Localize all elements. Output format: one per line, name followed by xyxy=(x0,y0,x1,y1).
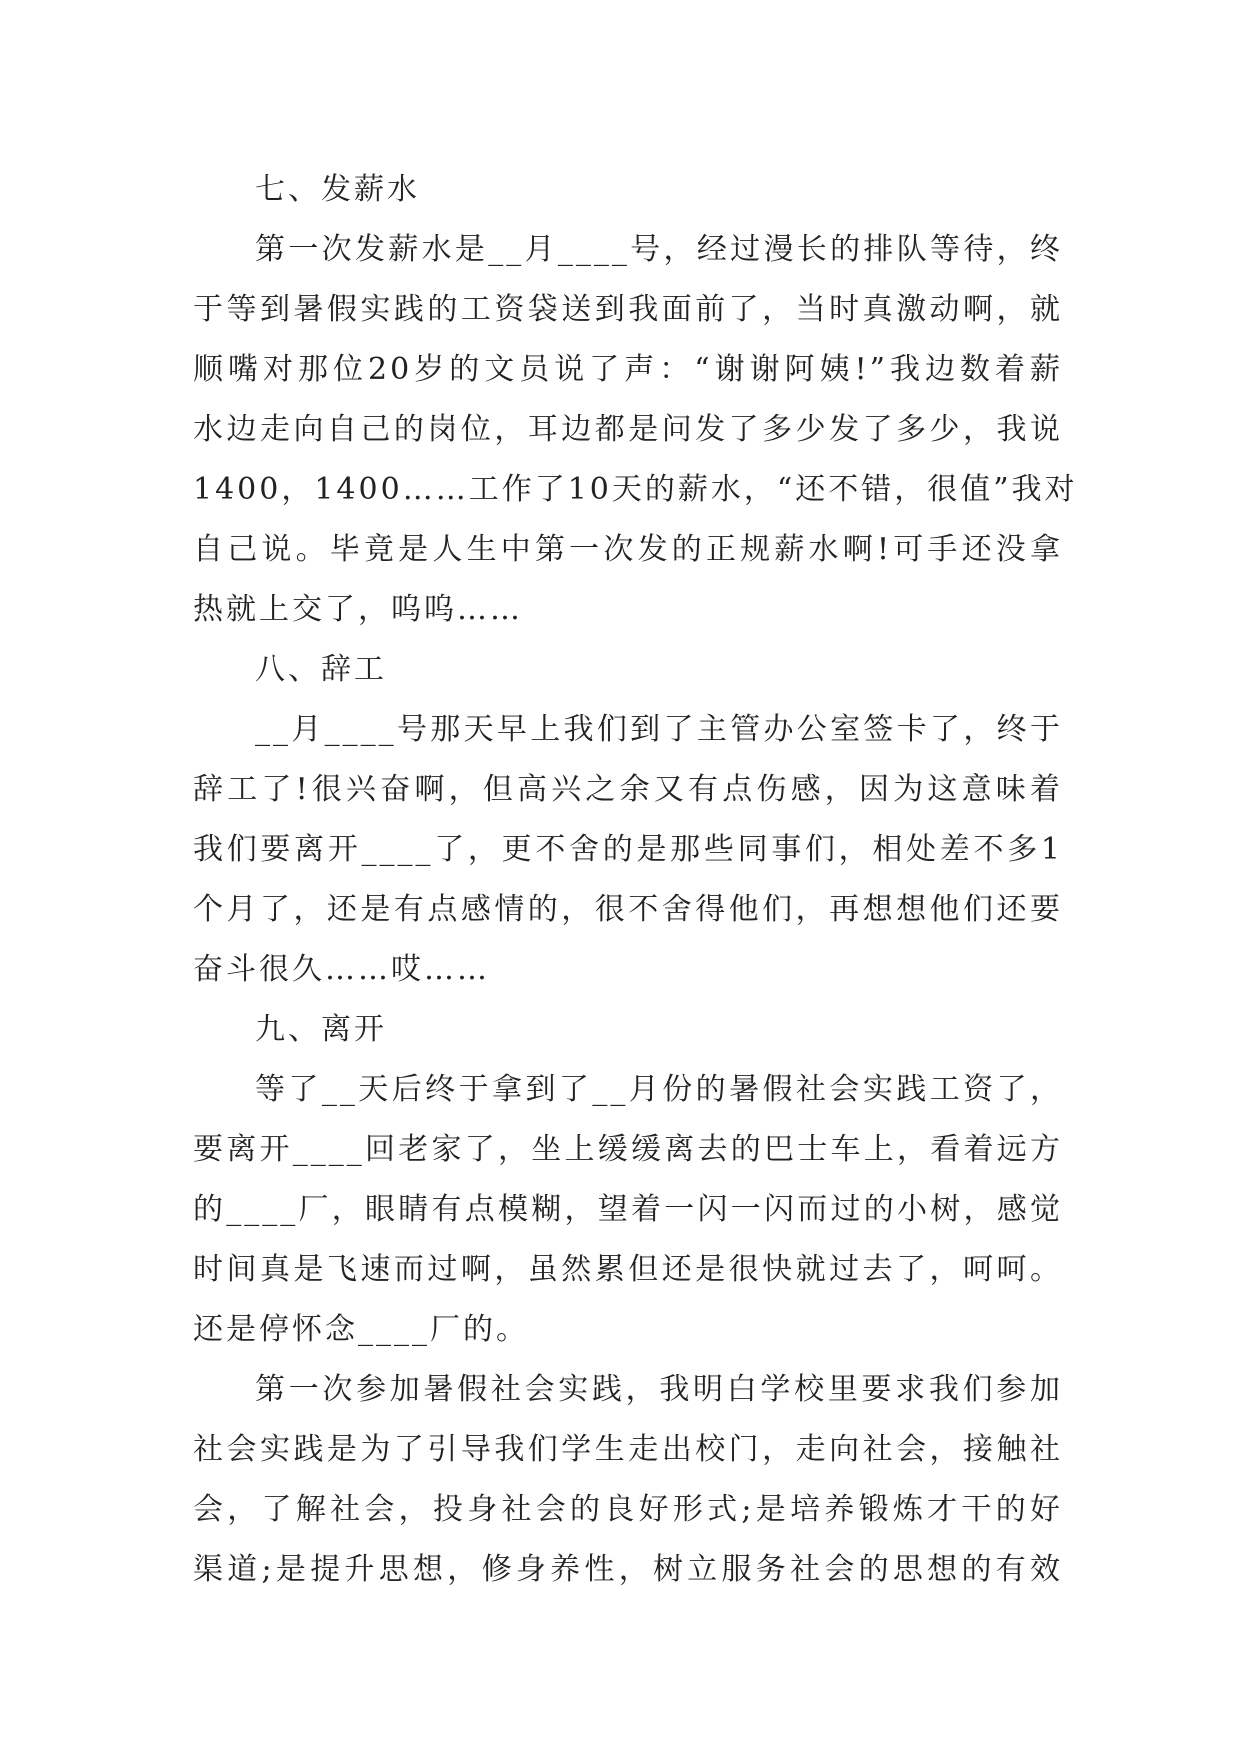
text-line: 水边走向自己的岗位，耳边都是问发了多少发了多少，我说 xyxy=(193,412,1063,447)
text-line: 顺嘴对那位20岁的文员说了声：“谢谢阿姨!”我边数着薪 xyxy=(193,352,1063,387)
text-line: 时间真是飞速而过啊，虽然累但还是很快就过去了，呵呵。 xyxy=(193,1252,1063,1287)
text-line: 自己说。毕竟是人生中第一次发的正规薪水啊!可手还没拿 xyxy=(193,532,1063,567)
text-line: 热就上交了，呜呜…… xyxy=(193,592,523,627)
text-line: __月____号那天早上我们到了主管办公室签卡了，终于 xyxy=(255,712,1063,747)
document-page xyxy=(193,160,1078,1600)
text-line: 辞工了!很兴奋啊，但高兴之余又有点伤感，因为这意味着 xyxy=(193,772,1063,807)
text-line: 社会实践是为了引导我们学生走出校门，走向社会，接触社 xyxy=(193,1432,1063,1467)
text-line: 1400，1400……工作了10天的薪水，“还不错，很值”我对 xyxy=(193,472,1078,507)
text-line: 九、离开 xyxy=(255,1012,387,1047)
text-line: 八、辞工 xyxy=(255,652,387,687)
text-line: 渠道;是提升思想，修身养性，树立服务社会的思想的有效 xyxy=(193,1552,1063,1587)
text-line: 还是停怀念____厂的。 xyxy=(193,1312,529,1347)
text-line: 的____厂，眼睛有点模糊，望着一闪一闪而过的小树，感觉 xyxy=(193,1192,1063,1227)
text-line: 等了__天后终于拿到了__月份的暑假社会实践工资了， xyxy=(255,1072,1063,1107)
text-line: 奋斗很久……哎…… xyxy=(193,952,490,987)
text-line: 我们要离开____了，更不舍的是那些同事们，相处差不多1 xyxy=(193,832,1063,867)
text-line: 于等到暑假实践的工资袋送到我面前了，当时真激动啊，就 xyxy=(193,292,1063,327)
text-line: 七、发薪水 xyxy=(255,172,420,207)
text-line: 要离开____回老家了，坐上缓缓离去的巴士车上，看着远方 xyxy=(193,1132,1063,1167)
text-line: 会，了解社会，投身社会的良好形式;是培养锻炼才干的好 xyxy=(193,1492,1063,1527)
text-line: 第一次参加暑假社会实践，我明白学校里要求我们参加 xyxy=(255,1372,1063,1407)
text-line: 第一次发薪水是__月____号，经过漫长的排队等待，终 xyxy=(255,232,1063,267)
text-line: 个月了，还是有点感情的，很不舍得他们，再想想他们还要 xyxy=(193,892,1063,927)
